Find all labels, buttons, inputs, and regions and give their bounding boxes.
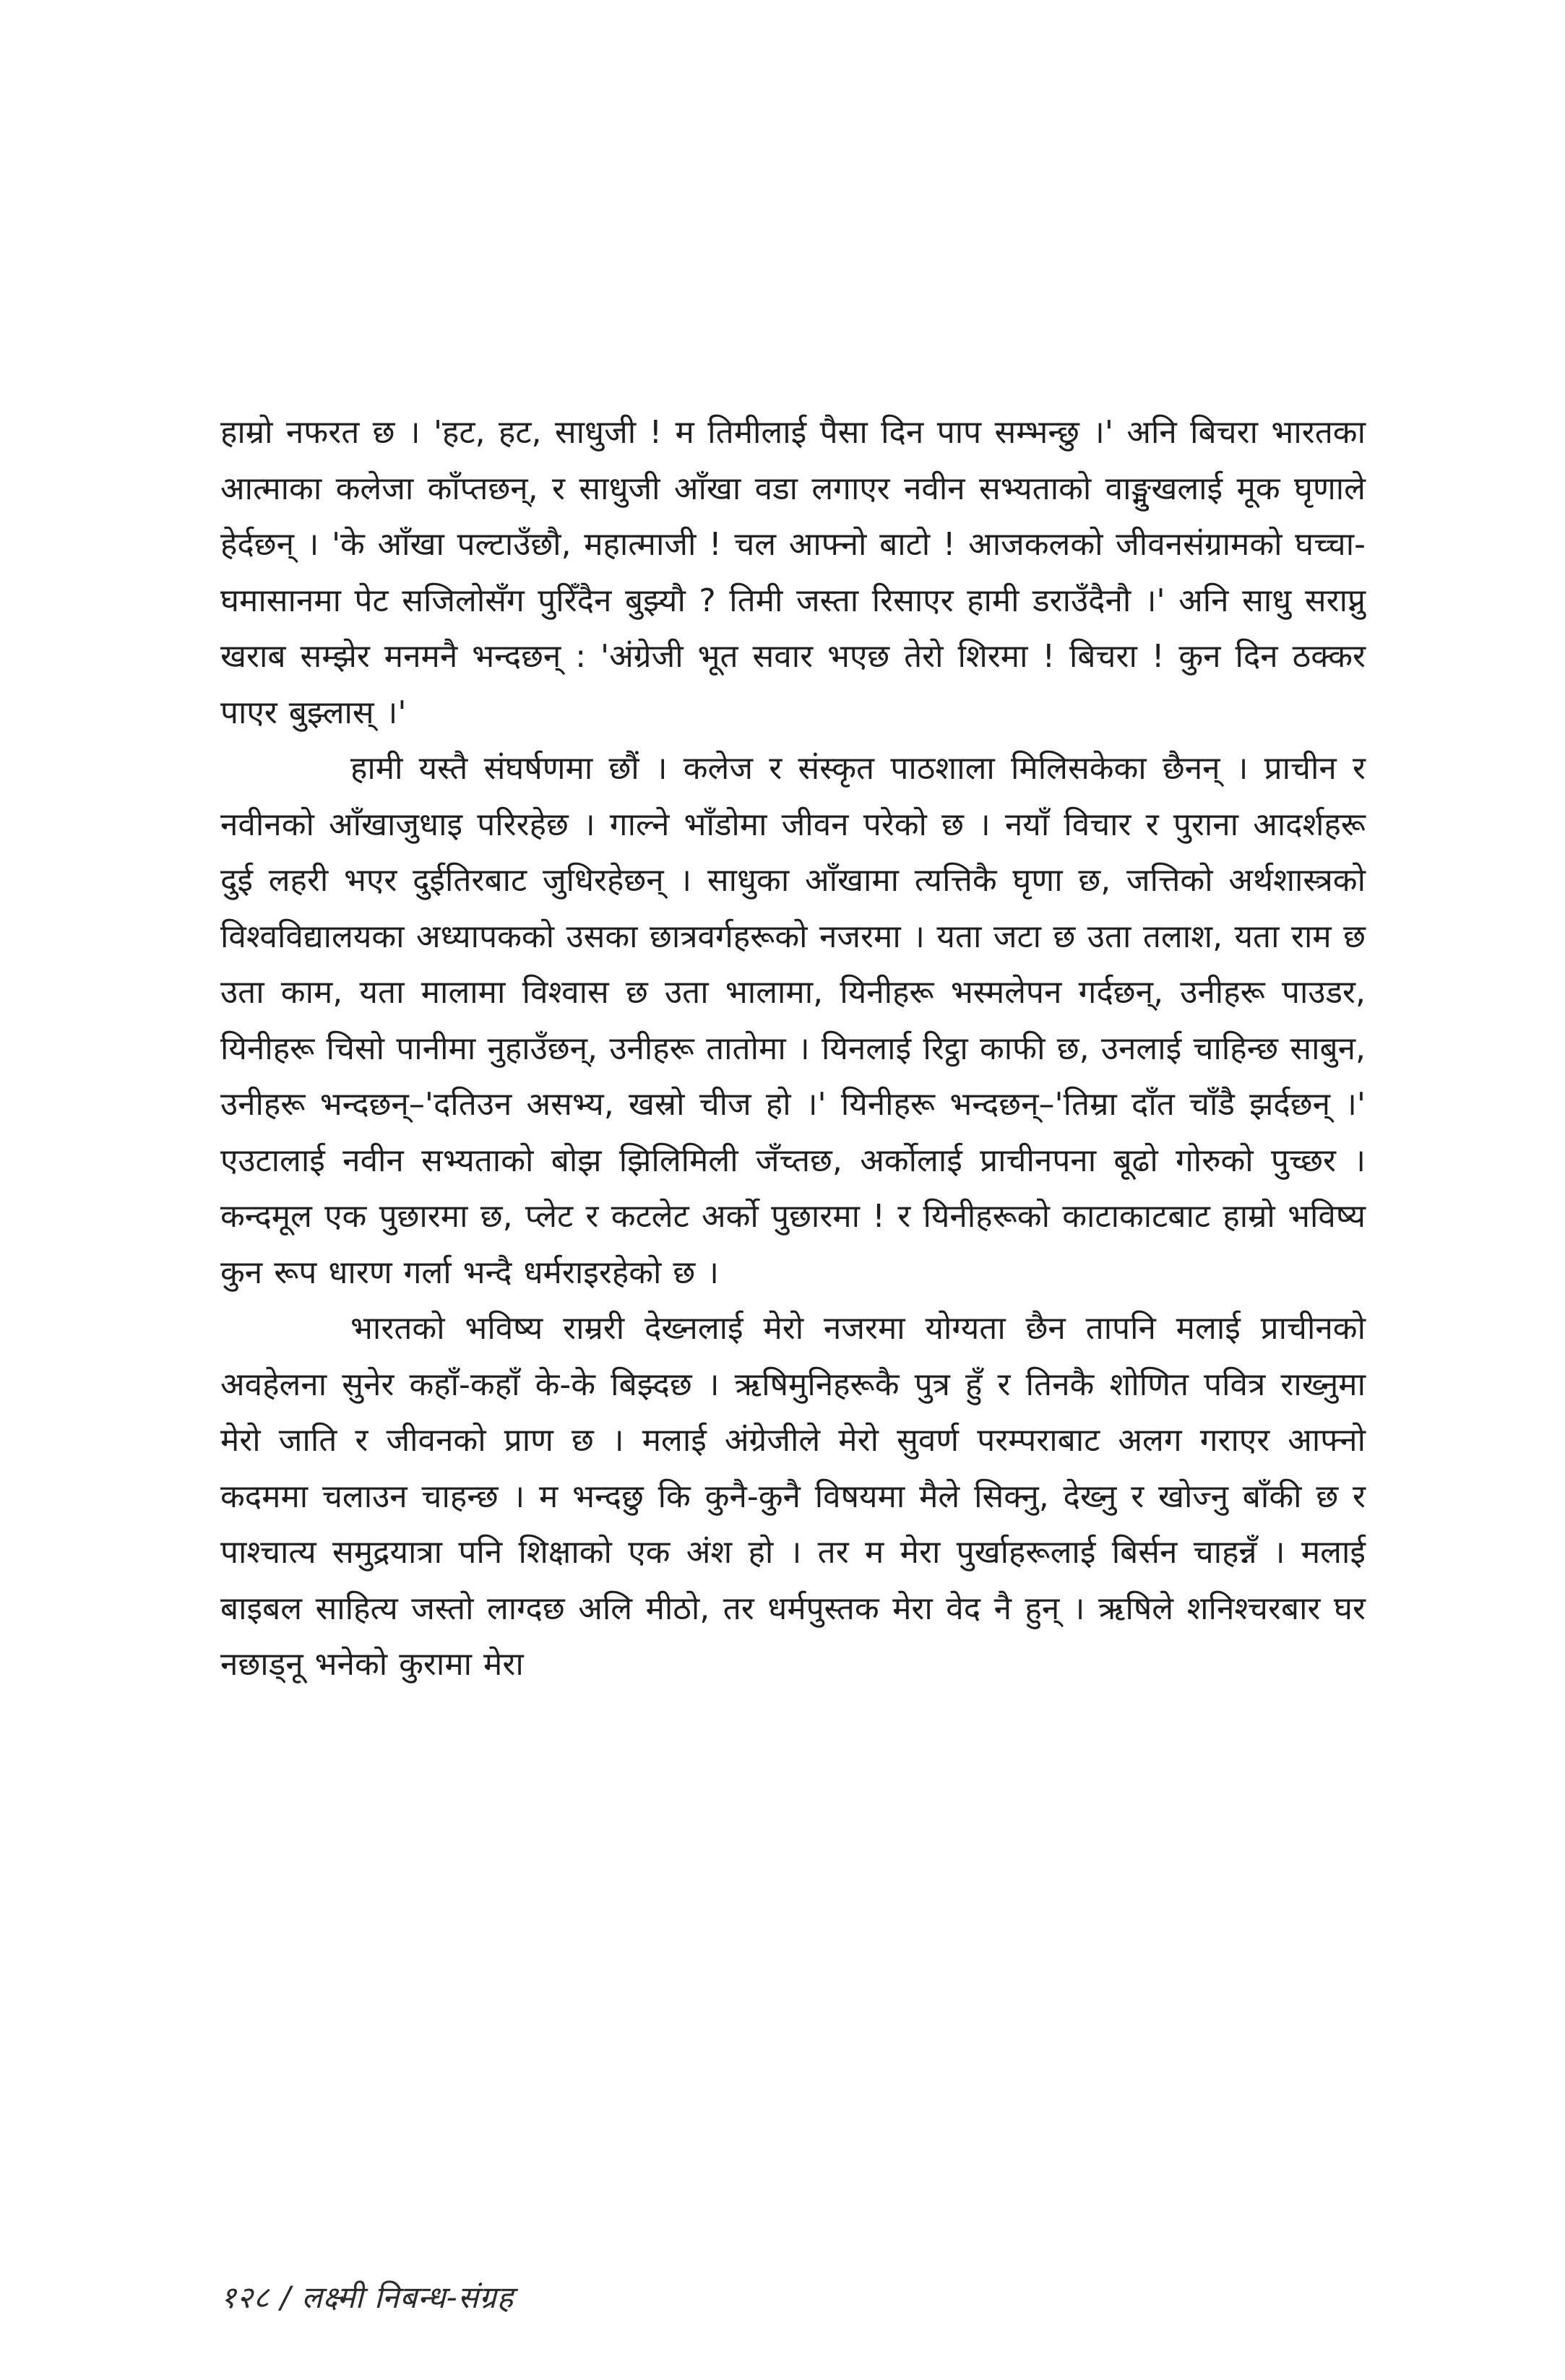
body-text [220, 405, 1366, 1693]
paragraph-2: हामी यस्तै संघर्षणमा छौं । कलेज र संस्कृत पाठशाला मिलिसकेका छैनन् । प्राचीन र नवीनको आँखाजुधाइ परिरहेछ । गाल्ने भाँडोमा जीवन परेको छ । नयाँ विचार र पुराना आदर्शहरू दुई लहरी भएर दुईतिरबाट जुधिरहेछन् । साधुका आँखामा त्यत्तिकै घृणा छ, जत्तिको अर्थशास्त्रको विश्वविद्यालयका अध्यापकको उसका छात्रवर्गहरूको नजरमा । यता जटा छ उता तलाश, यता राम छ उता काम, यता मालामा विश्वास छ उता भालामा, यिनीहरू भस्मलेपन गर्दछन्, उनीहरू पाउडर, यिनीहरू चिसो पानीमा नुहाउँछन्, उनीहरू तातोमा । यिनलाई रिट्ठा काफी छ, उनलाई चाहिन्छ साबुन, उनीहरू भन्दछन्–'दतिउन असभ्य, खस्रो चीज हो ।' यिनीहरू भन्दछन्–'तिम्रा दाँत चाँडै झर्दछन् ।' एउटालाई नवीन सभ्यताको बोझ झिलिमिली जँच्तछ, अर्कोलाई प्राचीनपना बूढो गोरुको पुच्छर । कन्दमूल एक पुछारमा छ, प्लेट र कटलेट अर्को पुछारमा ! र यिनीहरूको काटाकाटबाट हाम्रो भविष्य कुन रूप धारण गर्ला भन्दै धर्मराइरहेको छ । [220, 750, 1366, 1291]
paragraph-3: भारतको भविष्य राम्ररी देख्नलाई मेरो नजरमा योग्यता छैन तापनि मलाई प्राचीनको अवहेलना सुनेर कहाँ-कहाँ के-के बिझ्दछ । ऋषिमुनिहरूकै पुत्र हुँ र तिनकै शोणित पवित्र राख्नुमा मेरो जाति र जीवनको प्राण छ । मलाई अंग्रेजीले मेरो सुवर्ण परम्पराबाट अलग गराएर आफ्नो कदममा चलाउन चाहन्छ । म भन्दछु कि कुनै-कुनै विषयमा मैले सिक्नु, देख्नु र खोज्नु बाँकी छ र पाश्चात्य समुद्रयात्रा पनि शिक्षाको एक अंश हो । तर म मेरा पुर्खाहरूलाई बिर्सन चाहन्नँ । मलाई बाइबल साहित्य जस्तो लाग्दछ अलि मीठो, तर धर्मपुस्तक मेरा वेद नै हुन् । ऋषिले शनिश्चरबार घर नछाड्नू भनेको कुरामा मेरा [220, 1310, 1366, 1683]
page-footer: १२८ / लक्ष्मी निबन्ध-संग्रह [220, 2280, 514, 2315]
paragraph-1: हाम्रो नफरत छ । 'हट, हट, साधुजी ! म तिमीलाई पैसा दिन पाप सम्भन्छु ।' अनि बिचरा भारतका आत्माका कलेजा काँप्तछन्, र साधुजी आँखा वडा लगाएर नवीन सभ्यताको वाङ्मुखलाई मूक घृणाले हेर्दछन् । 'के आँखा पल्टाउँछौ, महात्माजी ! चल आफ्नो बाटो ! आजकलको जीवनसंग्रामको घच्चा-घमासानमा पेट सजिलोसँग पुरिँदैन बुझ्यौ ? तिमी जस्ता रिसाएर हामी डराउँदैनौ ।' अनि साधु सराप्नु खराब सम्झेर मनमनै भन्दछन् : 'अंग्रेजी भूत सवार भएछ तेरो शिरमा ! बिचरा ! कुन दिन ठक्कर पाएर बुझ्लास् ।' [220, 414, 1366, 731]
